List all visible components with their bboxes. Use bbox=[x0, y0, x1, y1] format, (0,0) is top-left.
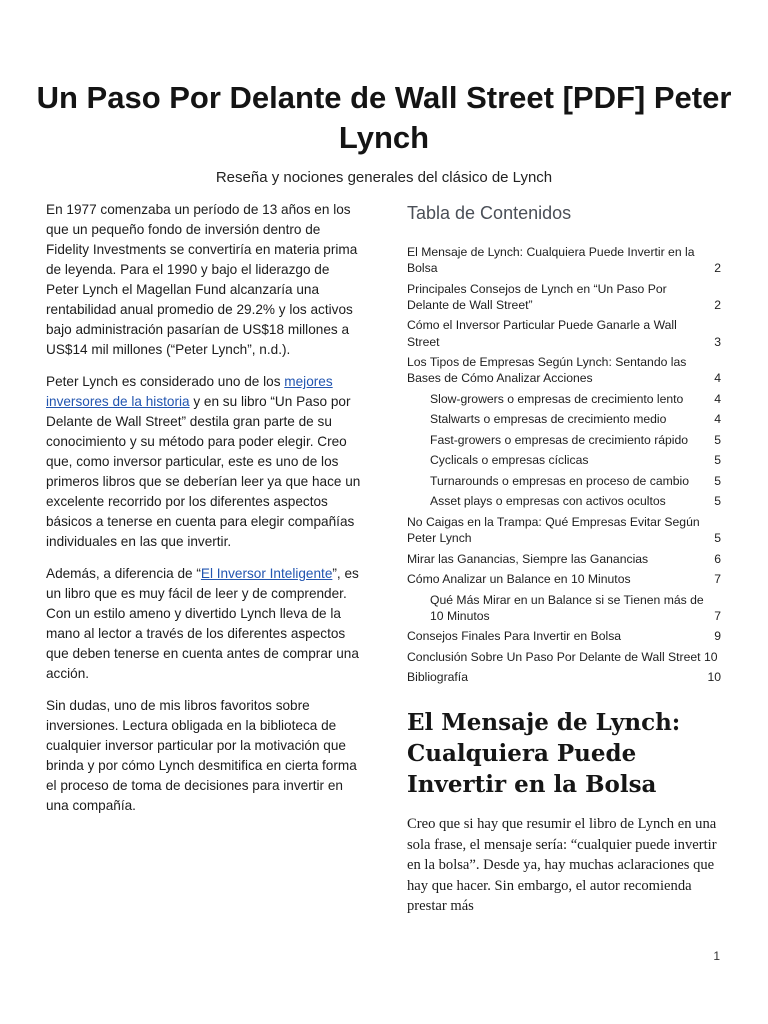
toc-entry[interactable] bbox=[407, 354, 721, 386]
toc-entry-label: Qué Más Mirar en un Balance si se Tienen más de 10 Minutos bbox=[430, 592, 704, 623]
intro-text: Además, a diferencia de “ bbox=[46, 566, 201, 581]
toc-entry-page: 7 bbox=[714, 608, 721, 623]
toc-entry-label: Stalwarts o empresas de crecimiento medio bbox=[430, 412, 667, 427]
toc-entry-label: Asset plays o empresas con activos ocultos bbox=[430, 494, 666, 509]
intro-text: ”, es un libro que es muy fácil de leer y de comprender. Con un estilo ameno y divertido Lynch lleva de la mano al lector a través de los diferentes aspectos que deben tenerse en cuenta antes de comprar una acción. bbox=[46, 566, 359, 681]
toc-entry-label: Cyclicals o empresas cíclicas bbox=[430, 453, 589, 468]
document-subtitle: Reseña y nociones generales del clásico de Lynch bbox=[215, 169, 553, 186]
section-body: Creo que si hay que resumir el libro de Lynch en una sola frase, el mensaje sería: “cualquier puede invertir en la bolsa”. Desde ya, hay muchas aclaraciones que hay que hacer. Sin embargo, el autor recomienda prestar más bbox=[407, 816, 717, 915]
toc-entry[interactable] bbox=[407, 571, 721, 587]
toc-entry[interactable] bbox=[407, 317, 721, 349]
toc-subentry[interactable] bbox=[407, 493, 721, 509]
toc-entry-label: Cómo Analizar un Balance en 10 Minutos bbox=[407, 572, 631, 587]
toc-entry-page: 10 bbox=[707, 670, 721, 685]
toc-entry-page: 4 bbox=[714, 371, 721, 386]
intro-paragraph: En 1977 comenzaba un período de 13 años en los que un pequeño fondo de inversión dentro de Fidelity Investments se convertiría en materia prima de leyenda. Para el 1990 y bajo el liderazgo de Peter Lynch el Magellan Fund alcanzaría una rentabilidad anual promedio de 29.2% y los activos bajo administración pasarían de US$18 millones a US$14 mil millones (“Peter Lynch”, n.d.). bbox=[46, 202, 358, 357]
toc-entry-label: Conclusión Sobre Un Paso Por Delante de Wall Street bbox=[407, 649, 701, 664]
toc-column bbox=[407, 200, 721, 917]
intro-text: Peter Lynch es considerado uno de los bbox=[46, 374, 285, 389]
toc-subentry[interactable] bbox=[407, 411, 721, 427]
toc-entry-label: No Caigas en la Trampa: Qué Empresas Evitar Según Peter Lynch bbox=[407, 514, 700, 546]
toc-subentry[interactable] bbox=[407, 592, 721, 624]
toc-entry[interactable] bbox=[407, 669, 721, 685]
page-number: 1 bbox=[713, 949, 720, 963]
toc-subentry[interactable] bbox=[407, 452, 721, 468]
toc-entry[interactable] bbox=[407, 649, 721, 665]
toc-entry-page: 4 bbox=[714, 391, 721, 406]
toc-entry-page: 10 bbox=[703, 649, 718, 664]
intro-text: y en su libro “Un Paso por Delante de Wall Street” destila gran parte de su conocimiento y su método para poder elegir. Creo que, como inversor particular, este es uno de los primeros libros que se deberían leer ya que hace un excelente recorrido por los diferentes aspectos básicos a tenerse en cuenta para elegir compañías individuales en las que invertir. bbox=[46, 394, 361, 549]
toc-entry[interactable] bbox=[407, 628, 721, 644]
toc-subentry[interactable] bbox=[407, 473, 721, 489]
toc-entry-label: Slow-growers o empresas de crecimiento lento bbox=[430, 391, 684, 406]
toc-entry-page: 7 bbox=[714, 572, 721, 587]
toc-entry[interactable] bbox=[407, 244, 721, 276]
toc-entry-page: 2 bbox=[714, 261, 721, 276]
toc-heading: Tabla de Contenidos bbox=[407, 203, 572, 223]
intro-paragraph: Sin dudas, uno de mis libros favoritos sobre inversiones. Lectura obligada en la biblioteca de cualquier inversor particular por la motivación que brinda y por cómo Lynch desmitifica en cierta forma el proceso de toma de decisiones para invertir en una compañía. bbox=[46, 698, 357, 813]
document-title: Un Paso Por Delante de Wall Street [PDF] Peter Lynch bbox=[36, 80, 732, 155]
table-of-contents bbox=[407, 244, 721, 685]
toc-entry-page: 5 bbox=[714, 531, 721, 546]
toc-entry-label: El Mensaje de Lynch: Cualquiera Puede Invertir en la Bolsa bbox=[407, 245, 695, 276]
toc-entry-label: Turnarounds o empresas en proceso de cambio bbox=[430, 473, 690, 488]
toc-entry-page: 3 bbox=[714, 334, 721, 349]
intro-paragraph bbox=[46, 372, 364, 552]
toc-entry-page: 5 bbox=[714, 432, 721, 447]
toc-entry-page: 4 bbox=[714, 412, 721, 427]
toc-entry-page: 9 bbox=[714, 629, 721, 644]
toc-entry-page: 2 bbox=[714, 297, 721, 312]
toc-entry[interactable] bbox=[407, 514, 721, 546]
inversor-inteligente-link[interactable]: El Inversor Inteligente bbox=[200, 566, 333, 581]
toc-entry-label: Principales Consejos de Lynch en “Un Paso Por Delante de Wall Street” bbox=[407, 281, 667, 312]
toc-subentry[interactable] bbox=[407, 391, 721, 407]
toc-entry-label: Mirar las Ganancias, Siempre las Ganancias bbox=[407, 551, 649, 566]
toc-entry[interactable] bbox=[407, 551, 721, 567]
toc-entry-page: 5 bbox=[714, 473, 721, 488]
toc-entry-label: Bibliografía bbox=[407, 670, 468, 685]
intro-paragraph bbox=[46, 564, 364, 684]
toc-entry-label: Los Tipos de Empresas Según Lynch: Sentando las Bases de Cómo Analizar Acciones bbox=[407, 355, 687, 386]
toc-entry-label: Consejos Finales Para Invertir en Bolsa bbox=[407, 629, 622, 644]
toc-entry-page: 6 bbox=[714, 551, 721, 566]
toc-entry-page: 5 bbox=[714, 453, 721, 468]
intro-column bbox=[46, 200, 364, 828]
section-heading: El Mensaje de Lynch: Cualquiera Puede Invertir en la Bolsa bbox=[407, 709, 681, 799]
mejores-inversores-link[interactable]: mejores inversores de la historia bbox=[46, 374, 333, 409]
toc-entry[interactable] bbox=[407, 281, 721, 313]
toc-subentry[interactable] bbox=[407, 432, 721, 448]
toc-entry-page: 5 bbox=[714, 494, 721, 509]
toc-entry-label: Fast-growers o empresas de crecimiento rápido bbox=[430, 432, 689, 447]
toc-entry-label: Cómo el Inversor Particular Puede Ganarle a Wall Street bbox=[407, 318, 677, 349]
